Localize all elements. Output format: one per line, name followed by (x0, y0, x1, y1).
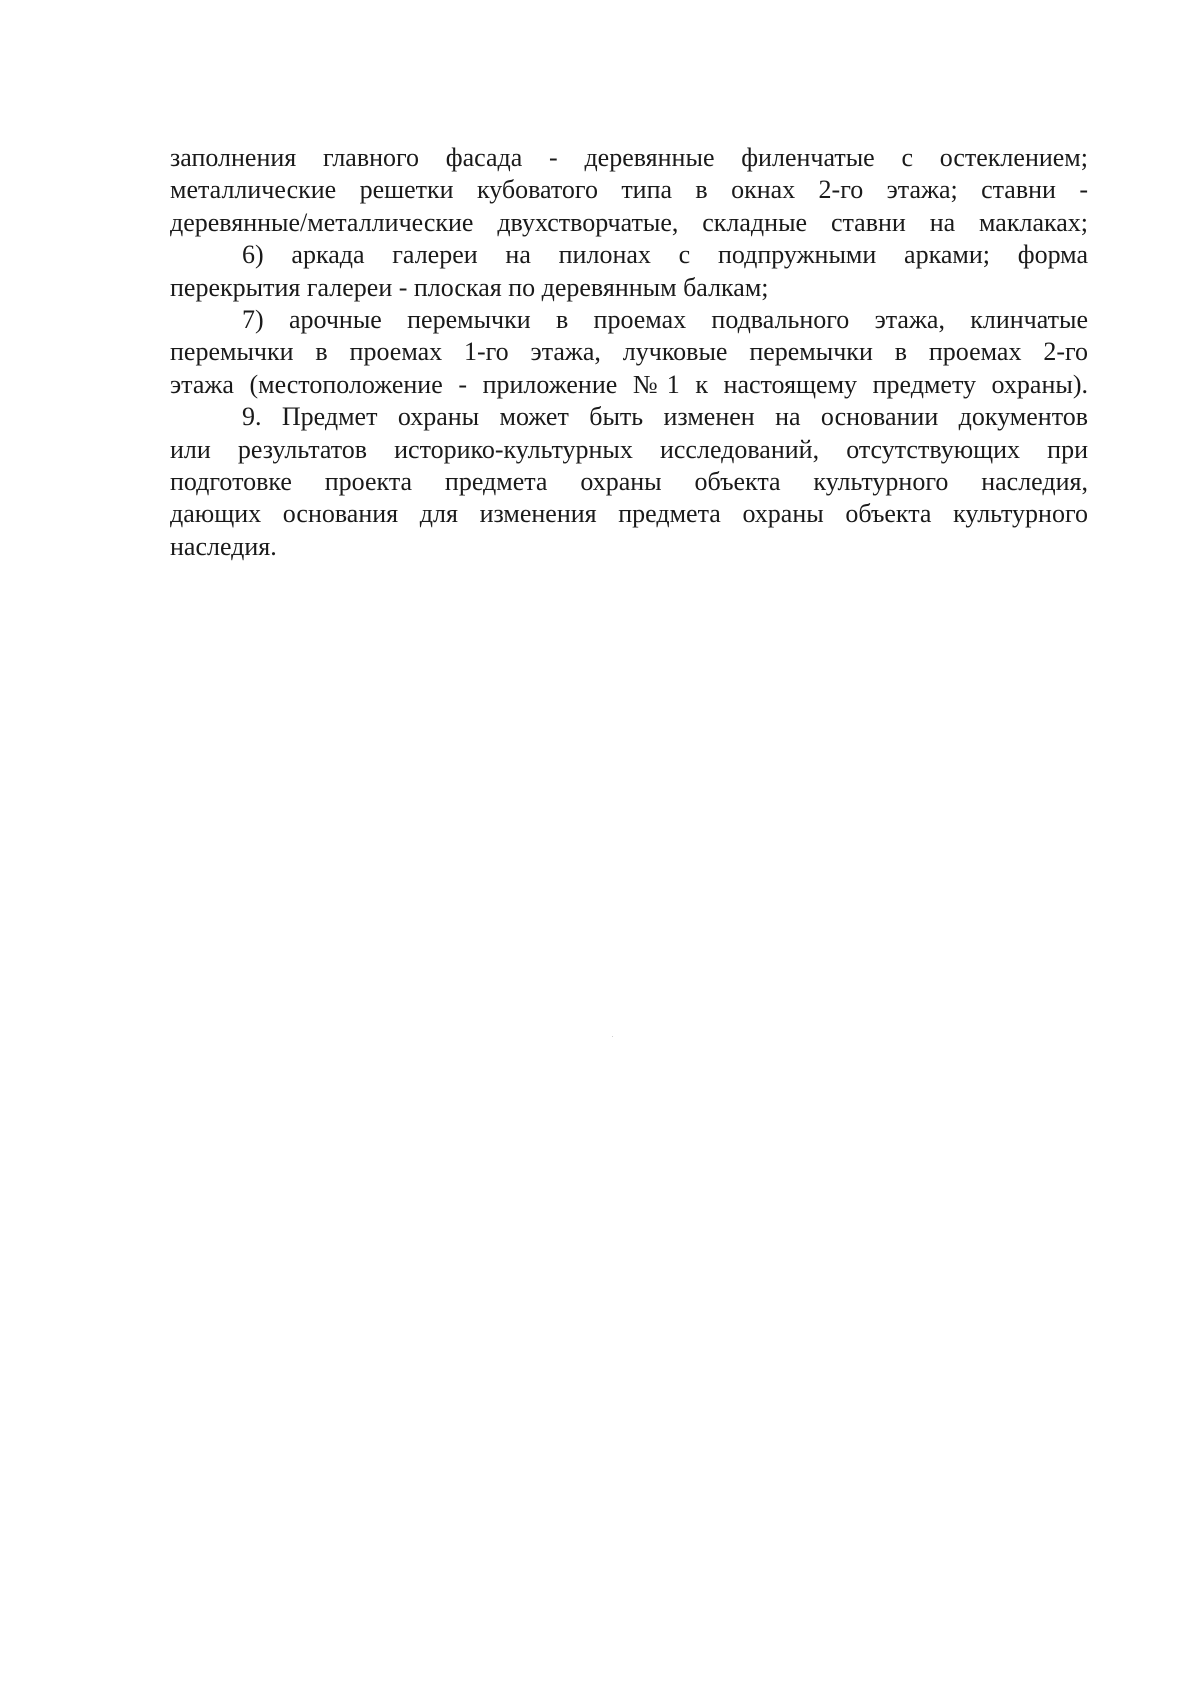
text-line: перекрытия галереи - плоская по деревянным балкам; (170, 272, 769, 302)
text-line: 9. Предмет охраны может быть изменен на основании документов (242, 402, 1088, 432)
paragraph-item-7 (170, 304, 1088, 401)
scan-artifact (612, 1036, 613, 1037)
paragraph-item-6 (170, 239, 1088, 304)
text-line: этажа (местоположение - приложение №1 к настоящему предмету охраны). (170, 369, 1088, 399)
text-line: 7) арочные перемычки в проемах подвального этажа, клинчатые (242, 305, 1088, 335)
paragraph-item-9 (170, 401, 1088, 563)
text-line: деревянные/металлические двухстворчатые, складные ставни на маклаках; (170, 207, 1088, 237)
document-body (170, 142, 1088, 563)
text-line: перемычки в проемах 1-го этажа, лучковые перемычки в проемах 2-го (170, 337, 1088, 367)
text-line: наследия. (170, 531, 277, 561)
text-line: дающих основания для изменения предмета охраны объекта культурного (170, 499, 1088, 529)
text-line: металлические решетки кубоватого типа в окнах 2-го этажа; ставни - (170, 175, 1088, 205)
text-line: заполнения главного фасада - деревянные филенчатые с остеклением; (170, 143, 1088, 172)
text-line: или результатов историко-культурных исследований, отсутствующих при (170, 434, 1088, 464)
text-line: 6) аркада галереи на пилонах с подпружными арками; форма (242, 240, 1088, 270)
text-line: подготовке проекта предмета охраны объекта культурного наследия, (170, 467, 1088, 497)
paragraph-fillings-continued (170, 142, 1088, 239)
